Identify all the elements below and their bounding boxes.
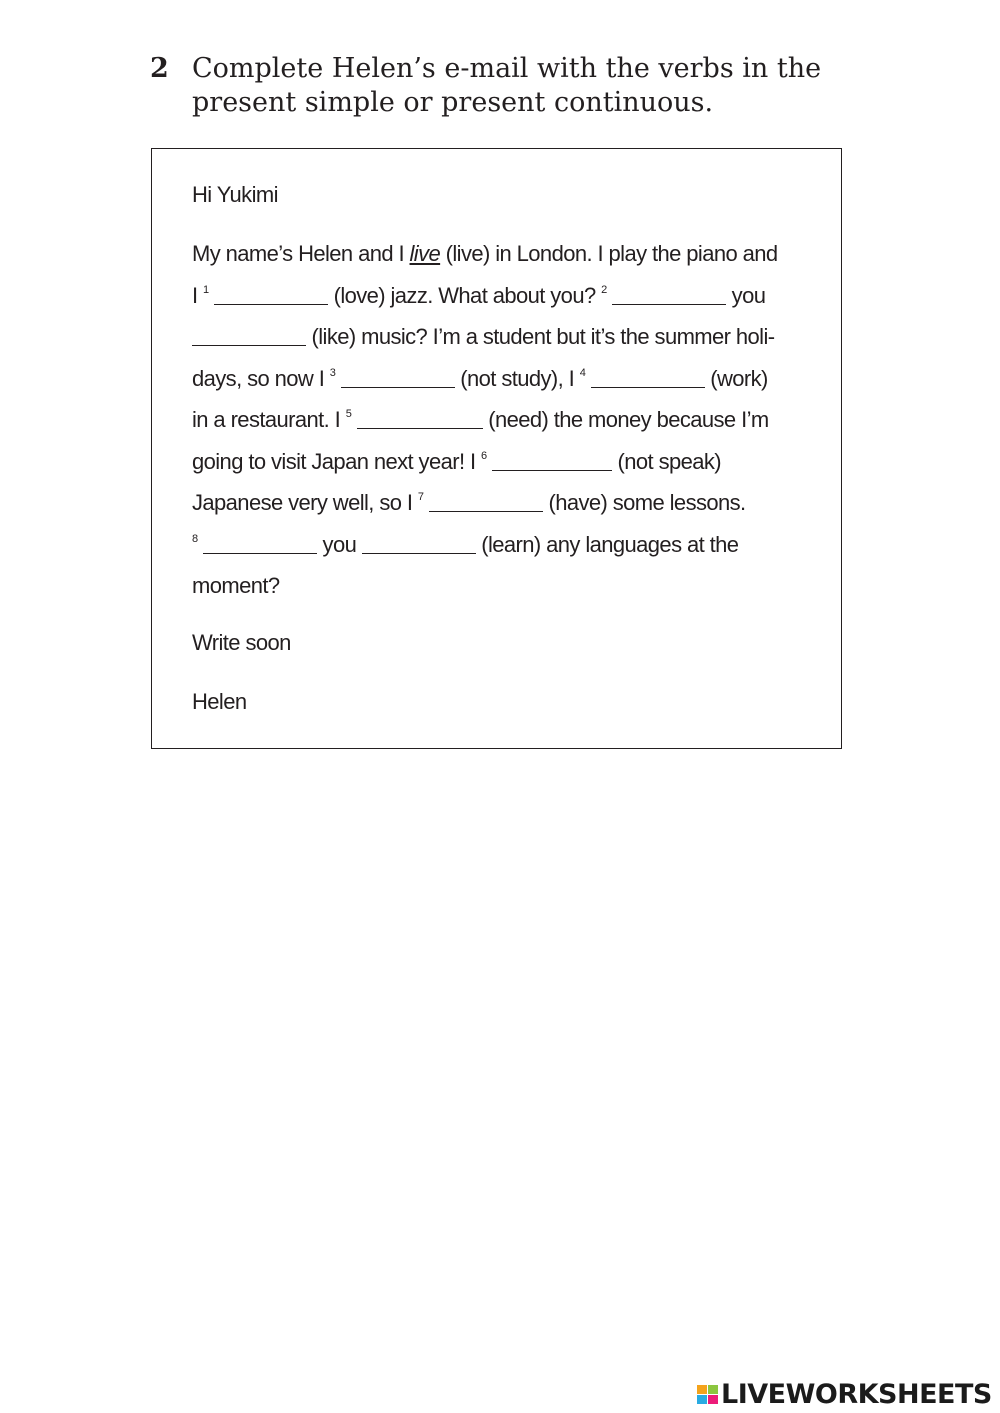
gap-number-1: 1: [203, 284, 209, 296]
logo-text: LIVEWORKSHEETS: [721, 1378, 992, 1410]
answer-blank-8a[interactable]: [203, 535, 317, 554]
email-line-8: [192, 532, 738, 558]
email-signature: Helen: [192, 689, 247, 714]
text: (work): [704, 366, 768, 391]
text: My name’s Helen and I: [192, 241, 410, 266]
text: (not study), I: [454, 366, 580, 391]
email-box: [151, 148, 842, 749]
logo-square: [697, 1385, 707, 1394]
logo-square: [697, 1395, 707, 1404]
logo-square: [708, 1395, 718, 1404]
text: I: [192, 283, 204, 308]
answer-blank-2b[interactable]: [192, 327, 306, 346]
gap-number-7: 7: [417, 491, 424, 503]
exercise-instruction: [192, 52, 832, 120]
email-line-4: [192, 366, 768, 392]
answer-blank-4[interactable]: [591, 369, 705, 388]
email-line-5: [192, 407, 769, 433]
text: (learn) any languages at the: [475, 532, 739, 557]
email-line-9: moment?: [192, 573, 280, 598]
text: going to visit Japan next year! I: [192, 449, 481, 474]
email-line-3: [192, 324, 774, 350]
email-line-6: [192, 449, 721, 475]
gap-number-5: 5: [345, 408, 352, 420]
email-line-1: [192, 241, 778, 267]
text: (not speak): [612, 449, 722, 474]
gap-number-2: 2: [601, 284, 607, 296]
logo-mark-icon: [697, 1385, 718, 1404]
answer-blank-6[interactable]: [492, 452, 612, 471]
liveworksheets-logo: [697, 1379, 992, 1409]
answer-blank-7[interactable]: [429, 493, 543, 512]
answer-blank-2a[interactable]: [612, 286, 726, 305]
email-closing: Write soon: [192, 630, 291, 655]
text: (love) jazz. What about you?: [328, 283, 602, 308]
gap-number-3: 3: [329, 367, 336, 379]
logo-square: [708, 1385, 718, 1394]
email-line-7: [192, 490, 746, 516]
gap-number-6: 6: [481, 450, 487, 462]
email-greeting: Hi Yukimi: [192, 182, 278, 207]
answer-blank-1[interactable]: [214, 286, 328, 305]
example-answer: live: [409, 241, 441, 266]
exercise-number: 2: [150, 53, 169, 84]
text: you: [317, 532, 362, 557]
answer-blank-5[interactable]: [357, 410, 483, 429]
email-line-2: [192, 283, 765, 309]
text: (have) some lessons.: [542, 490, 746, 515]
text: days, so now I: [192, 366, 330, 391]
gap-number-4: 4: [579, 367, 586, 379]
answer-blank-3[interactable]: [341, 369, 455, 388]
text: (like) music? I’m a student but it’s the summer holi-: [306, 324, 775, 349]
instruction-line-2: present simple or present continuous.: [192, 87, 714, 118]
text: you: [726, 283, 766, 308]
gap-number-8: 8: [192, 533, 198, 545]
text: in a restaurant. I: [192, 407, 346, 432]
text: (need) the money because I’m: [482, 407, 769, 432]
instruction-line-1: Complete Helen’s e-mail with the verbs in the: [192, 53, 822, 84]
text: (live) in London. I play the piano and: [440, 241, 778, 266]
text: Japanese very well, so I: [192, 490, 418, 515]
answer-blank-8b[interactable]: [362, 535, 476, 554]
